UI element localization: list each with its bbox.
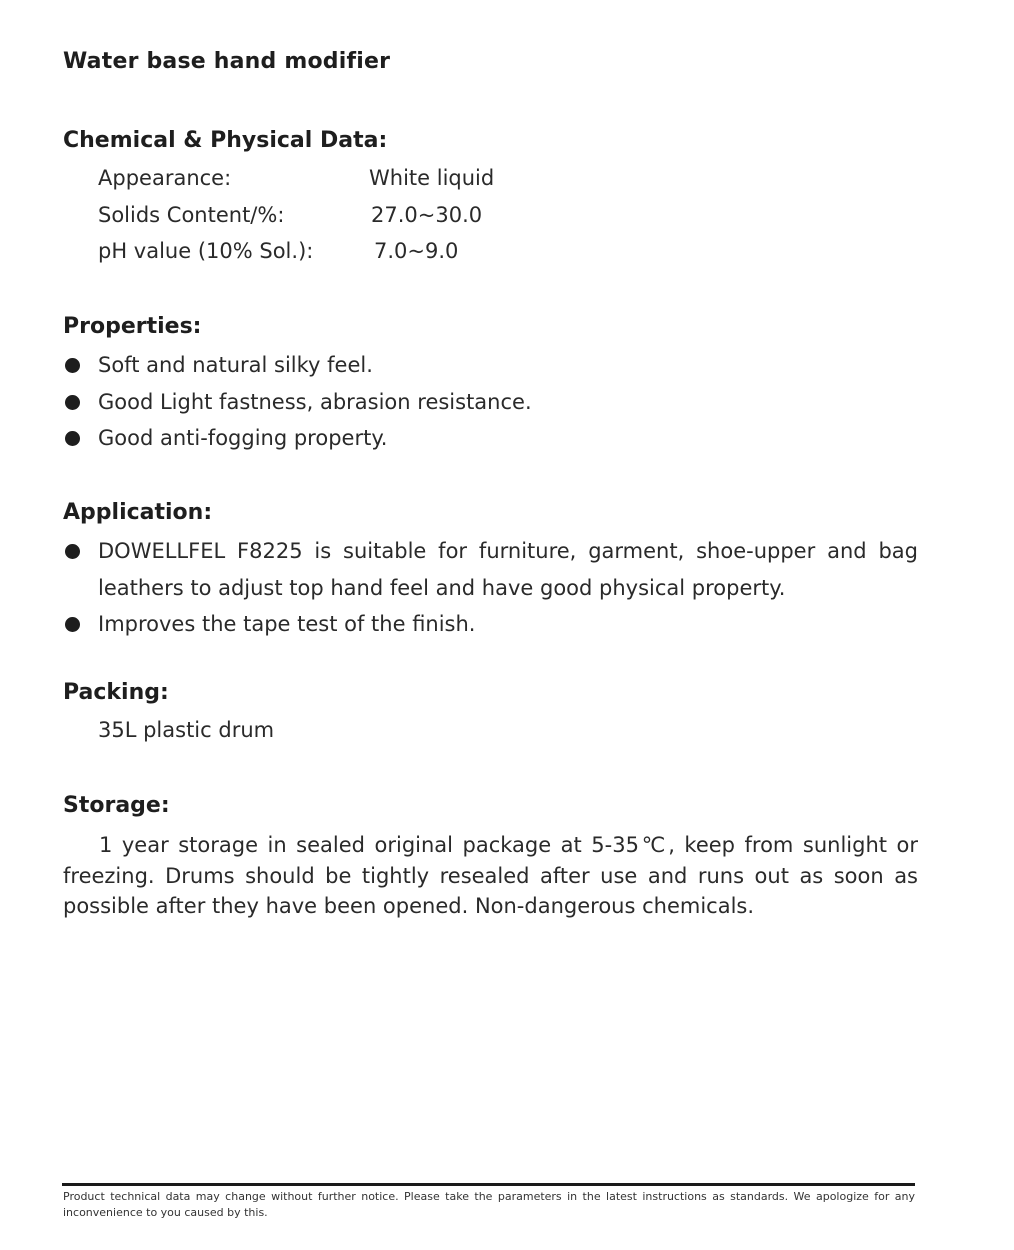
packing-text: 35L plastic drum (98, 718, 275, 742)
list-item-text: Improves the tape test of the finish. (98, 612, 476, 636)
list-item (63, 533, 918, 607)
data-row-ph-value (98, 239, 458, 263)
bullet-dot-icon (65, 544, 80, 559)
bullet-dot-icon (65, 431, 80, 446)
data-row-appearance (98, 166, 494, 190)
bullet-dot-icon (65, 617, 80, 632)
properties-heading: Properties: (63, 314, 202, 339)
application-heading: Application: (63, 500, 213, 525)
bullet-dot-icon (65, 395, 80, 410)
data-row-solids-content (98, 203, 482, 227)
list-item (63, 420, 918, 457)
data-label: Solids Content/%: (98, 203, 285, 227)
chemical-data-heading: Chemical & Physical Data: (63, 128, 388, 153)
data-label: pH value (10% Sol.): (98, 239, 314, 263)
document-title: Water base hand modifier (63, 49, 391, 74)
list-item (63, 347, 918, 384)
storage-heading: Storage: (63, 793, 170, 818)
list-item-text: Soft and natural silky feel. (98, 353, 373, 377)
data-value: 7.0~9.0 (374, 239, 459, 263)
data-label: Appearance: (98, 166, 232, 190)
list-item-text: Good Light fastness, abrasion resistance. (98, 390, 532, 414)
list-item-text: Good anti-fogging property. (98, 426, 388, 450)
bullet-dot-icon (65, 358, 80, 373)
list-item (63, 606, 918, 643)
list-item-text: DOWELLFEL F8225 is suitable for furniture, garment, shoe-upper and bag leathers to adjust top hand feel and have good physical property. (98, 539, 918, 600)
list-item (63, 384, 918, 421)
storage-paragraph: 1 year storage in sealed original package at 5-35℃, keep from sunlight or freezing. Drums should be tightly resealed after use and runs out as soon as possible after they have been opened. Non-dangerous chemicals. (63, 833, 918, 918)
packing-heading: Packing: (63, 680, 169, 705)
data-value: 27.0~30.0 (371, 203, 483, 227)
footer-divider (62, 1183, 915, 1186)
data-value: White liquid (369, 166, 495, 190)
footer-disclaimer: Product technical data may change without further notice. Please take the parameters in the latest instructions as standards. We apologize for any inconvenience to you caused by this. (63, 1190, 915, 1219)
